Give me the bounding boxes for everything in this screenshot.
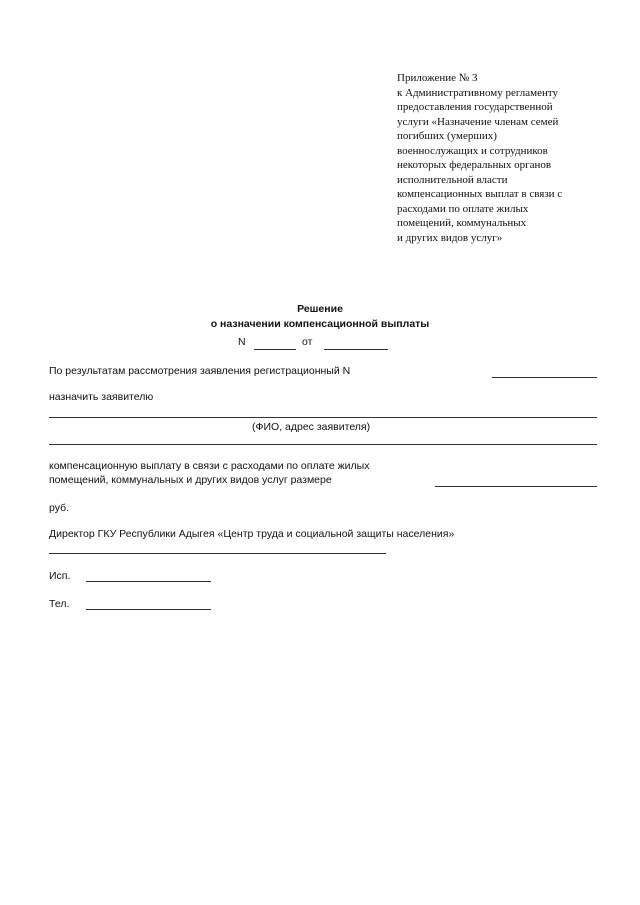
date-field (324, 349, 388, 350)
executor-label: Исп. (49, 570, 71, 582)
number-label: N (238, 336, 246, 348)
registration-number-field (492, 377, 597, 378)
appendix-line: услуги «Назначение членам семей (397, 115, 559, 128)
appendix-line: к Административному регламенту (397, 86, 559, 99)
applicant-field (49, 417, 597, 418)
payment-text-line2: помещений, коммунальных и других видов услуг размере (49, 474, 332, 486)
appendix-line: расходами по оплате жилых (397, 202, 529, 215)
director-text: Директор ГКУ Республики Адыгея «Центр труда и социальной защиты населения» (49, 528, 455, 540)
director-signature-field (49, 553, 386, 554)
appendix-line: погибших (умерших) (397, 130, 497, 142)
appendix-line: Приложение № 3 (397, 72, 478, 84)
appendix-line: исполнительной власти (397, 173, 508, 186)
amount-field (435, 486, 597, 487)
applicant-caption: (ФИО, адрес заявителя) (252, 421, 371, 433)
date-label: от (302, 336, 313, 348)
appendix-line: помещений, коммунальных (397, 217, 527, 229)
executor-field (86, 581, 211, 582)
phone-field (86, 609, 211, 610)
number-field (254, 349, 296, 350)
appendix-line: компенсационных выплат в связи с (397, 188, 563, 200)
currency-label: руб. (49, 502, 70, 514)
appendix-line: и других видов услуг» (397, 231, 503, 244)
application-text: По результатам рассмотрения заявления регистрационный N (49, 365, 351, 377)
payment-text-line1: компенсационную выплату в связи с расходами по оплате жилых (49, 460, 370, 472)
decision-title: Решение (297, 303, 343, 315)
decision-subtitle: о назначении компенсационной выплаты (210, 318, 430, 330)
appendix-line: военнослужащих и сотрудников (397, 144, 548, 157)
phone-label: Тел. (49, 598, 70, 610)
appendix-line: предоставления государственной (397, 101, 553, 113)
assign-text: назначить заявителю (49, 391, 154, 403)
applicant-field-2 (49, 444, 597, 445)
appendix-block (397, 71, 617, 245)
appendix-line: некоторых федеральных органов (397, 159, 552, 171)
